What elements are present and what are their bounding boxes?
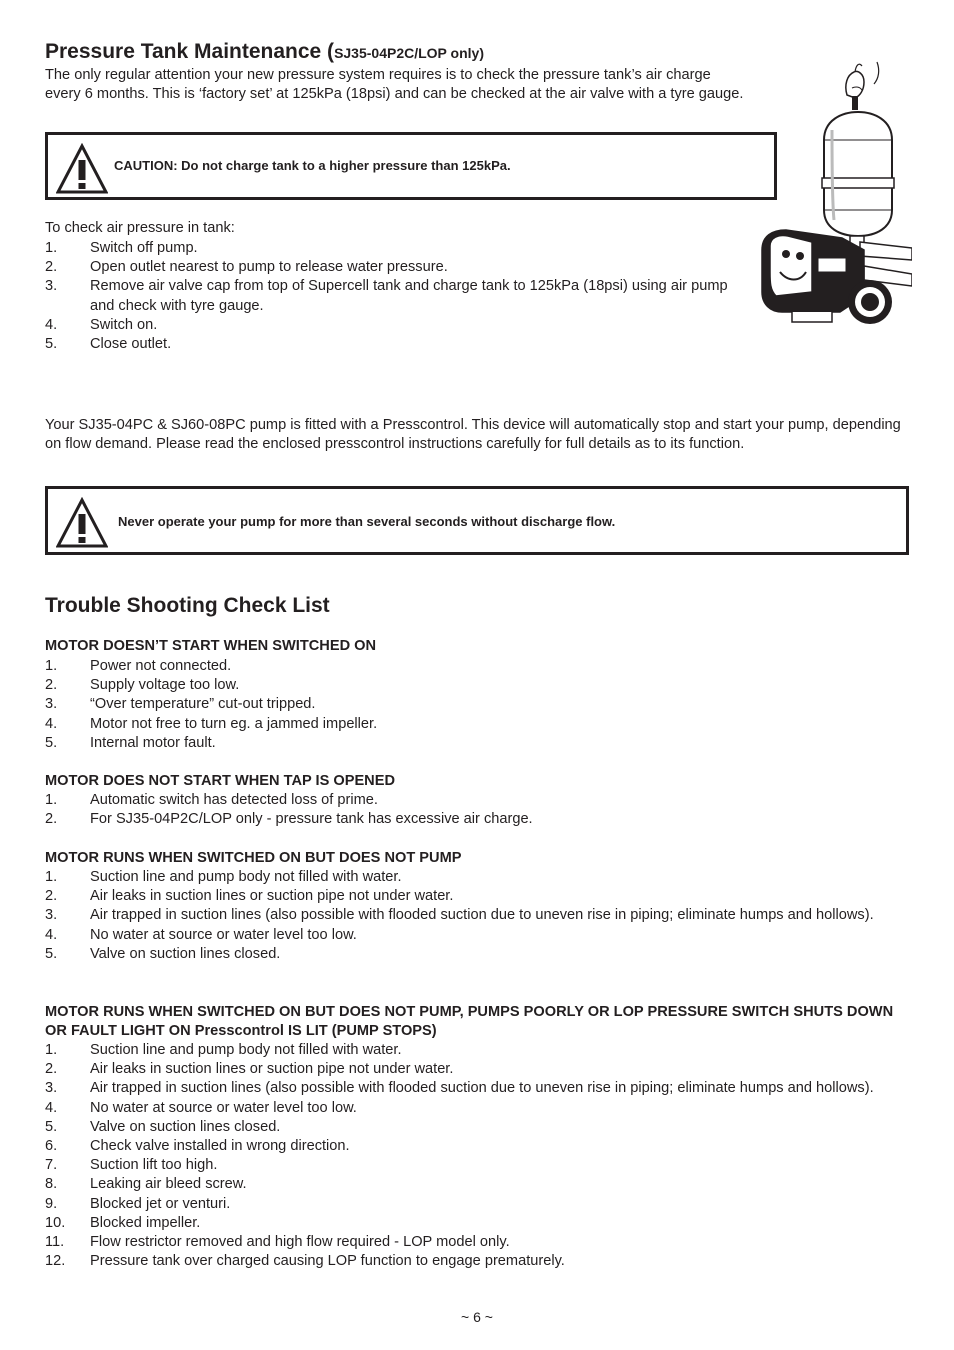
- list-item-number: 8.: [45, 1176, 58, 1193]
- pressure-tank-pump-illustration: [752, 60, 912, 332]
- list-item-text: Close outlet.: [90, 336, 172, 353]
- list-item: [45, 715, 905, 734]
- warning-box: [45, 486, 909, 555]
- list-item-text: Air trapped in suction lines (also possible with flooded suction due to uneven rise in piping; eliminate humps and hollows).: [90, 1080, 874, 1097]
- list-item: [45, 1137, 905, 1156]
- list-item-number: 1.: [45, 869, 58, 885]
- list-item-text: Suction line and pump body not filled with water.: [90, 869, 402, 885]
- list-item: [45, 945, 905, 964]
- list-item: [45, 1041, 905, 1060]
- list-item-text: Pressure tank over charged causing LOP function to engage prematurely.: [90, 1253, 565, 1270]
- list-item-number: 2.: [45, 888, 58, 905]
- list-item: [45, 676, 905, 695]
- section-heading: MOTOR RUNS WHEN SWITCHED ON BUT DOES NOT PUMP: [45, 850, 462, 866]
- list-item: [45, 734, 905, 753]
- list-item-number: 4.: [45, 715, 58, 732]
- list-item: [45, 1099, 905, 1118]
- list-item: [45, 906, 905, 925]
- warning-triangle-icon: [56, 143, 108, 200]
- list-item: [45, 791, 905, 810]
- list-item-number: 11.: [45, 1234, 65, 1251]
- list-item-number: 3.: [45, 1080, 58, 1097]
- list-item: [45, 868, 905, 887]
- list-item-text: Blocked impeller.: [90, 1214, 201, 1231]
- maintenance-title: [45, 40, 484, 64]
- maintenance-title-main: Pressure Tank Maintenance (: [45, 40, 335, 63]
- list-item: [45, 239, 745, 258]
- list-item: [45, 695, 905, 714]
- list-item-text: Open outlet nearest to pump to release water pressure.: [90, 259, 448, 276]
- section-list: [45, 791, 905, 829]
- list-item-number: 1.: [45, 792, 58, 808]
- list-item-text: Internal motor fault.: [90, 734, 216, 751]
- warning-triangle-icon: [56, 497, 108, 554]
- list-item: [45, 657, 905, 676]
- list-item-number: 1.: [45, 658, 58, 674]
- caution-text: CAUTION: Do not charge tank to a higher pressure than 125kPa.: [114, 158, 511, 173]
- list-item-number: 1.: [45, 1042, 58, 1058]
- list-item-number: 2.: [45, 677, 58, 694]
- list-item-number: 2.: [45, 259, 58, 276]
- check-steps-list: [45, 239, 745, 354]
- section-heading: MOTOR RUNS WHEN SWITCHED ON BUT DOES NOT PUMP, PUMPS POORLY OR LOP PRESSURE SWITCH SHUTS DOWN OR FAULT LIGHT ON Presscontrol IS LIT (PUMP STOPS): [45, 1004, 894, 1040]
- list-item-text: Air leaks in suction lines or suction pipe not under water.: [90, 888, 454, 905]
- section-heading: MOTOR DOESN’T START WHEN SWITCHED ON: [45, 638, 377, 654]
- list-item-text: Air leaks in suction lines or suction pipe not under water.: [90, 1061, 454, 1078]
- list-item-text: For SJ35-04P2C/LOP only - pressure tank has excessive air charge.: [90, 811, 533, 828]
- list-item-number: 12.: [45, 1253, 66, 1270]
- list-item-number: 5.: [45, 1118, 58, 1135]
- list-item: [45, 1156, 905, 1175]
- list-item-number: 3.: [45, 696, 58, 713]
- section-list: [45, 657, 905, 753]
- list-item: [45, 1118, 905, 1137]
- list-item-text: Remove air valve cap from top of Supercell tank and charge tank to 125kPa (18psi) using air pump and check with tyre gauge.: [90, 278, 728, 314]
- list-item-text: No water at source or water level too low.: [90, 1099, 357, 1116]
- list-item-text: No water at source or water level too low.: [90, 926, 357, 943]
- list-item: [45, 810, 905, 829]
- list-item-text: Valve on suction lines closed.: [90, 945, 281, 962]
- list-item: [45, 277, 745, 315]
- list-item: [45, 258, 745, 277]
- list-item-number: 4.: [45, 316, 58, 333]
- list-item-number: 6.: [45, 1138, 58, 1155]
- caution-box: [45, 132, 777, 200]
- list-item: [45, 316, 745, 335]
- list-item-text: Air trapped in suction lines (also possible with flooded suction due to uneven rise in piping; eliminate humps and hollows).: [90, 907, 874, 924]
- list-item-number: 5.: [45, 945, 58, 962]
- list-item-text: Power not connected.: [90, 658, 232, 674]
- troubleshooting-title: Trouble Shooting Check List: [45, 594, 330, 617]
- maintenance-intro: The only regular attention your new pressure system requires is to check the pressure tank’s air charge every 6 months. This is ‘factory set’ at 125kPa (18psi) and can be checked at the air valve with a tyre gauge.: [45, 67, 744, 103]
- list-item-text: Blocked jet or venturi.: [90, 1195, 231, 1212]
- maintenance-title-model: SJ35-04P2C/LOP only): [334, 45, 484, 61]
- list-item-text: Check valve installed in wrong direction.: [90, 1138, 350, 1155]
- list-item: [45, 1079, 905, 1098]
- list-item: [45, 1214, 905, 1233]
- section-list: [45, 868, 905, 964]
- list-item-number: 3.: [45, 278, 58, 295]
- list-item-number: 1.: [45, 240, 58, 256]
- list-item-number: 4.: [45, 1099, 58, 1116]
- list-item: [45, 887, 905, 906]
- list-item-text: Motor not free to turn eg. a jammed impeller.: [90, 715, 378, 732]
- check-intro: To check air pressure in tank:: [45, 220, 235, 236]
- list-item-text: Switch on.: [90, 316, 158, 333]
- list-item: [45, 335, 745, 354]
- list-item: [45, 1175, 905, 1194]
- list-item-number: 3.: [45, 907, 58, 924]
- list-item: [45, 1060, 905, 1079]
- page-number: ~ 6 ~: [461, 1309, 493, 1325]
- list-item-number: 2.: [45, 811, 58, 828]
- list-item: [45, 1252, 905, 1271]
- list-item-text: Flow restrictor removed and high flow required - LOP model only.: [90, 1234, 510, 1251]
- presscontrol-text: Your SJ35-04PC & SJ60-08PC pump is fitted with a Presscontrol. This device will automatically stop and start your pump, depending on flow demand. Please read the enclosed presscontrol instructions carefully for full details as to its function.: [45, 417, 901, 453]
- list-item-text: Switch off pump.: [90, 240, 198, 256]
- list-item-number: 10.: [45, 1214, 66, 1231]
- section-heading: MOTOR DOES NOT START WHEN TAP IS OPENED: [45, 773, 395, 789]
- list-item-number: 4.: [45, 926, 58, 943]
- section-list: [45, 1041, 905, 1271]
- list-item-text: “Over temperature” cut-out tripped.: [90, 696, 316, 713]
- list-item-number: 9.: [45, 1195, 58, 1212]
- list-item-text: Automatic switch has detected loss of prime.: [90, 792, 378, 808]
- list-item-text: Valve on suction lines closed.: [90, 1118, 281, 1135]
- list-item: [45, 1195, 905, 1214]
- list-item-number: 5.: [45, 734, 58, 751]
- list-item-text: Suction line and pump body not filled with water.: [90, 1042, 402, 1058]
- list-item-text: Leaking air bleed screw.: [90, 1176, 247, 1193]
- list-item: [45, 926, 905, 945]
- list-item: [45, 1233, 905, 1252]
- list-item-number: 2.: [45, 1061, 58, 1078]
- list-item-text: Suction lift too high.: [90, 1157, 218, 1174]
- list-item-text: Supply voltage too low.: [90, 677, 240, 694]
- list-item-number: 5.: [45, 336, 58, 353]
- warning-text: Never operate your pump for more than several seconds without discharge flow.: [118, 514, 616, 529]
- list-item-number: 7.: [45, 1157, 58, 1174]
